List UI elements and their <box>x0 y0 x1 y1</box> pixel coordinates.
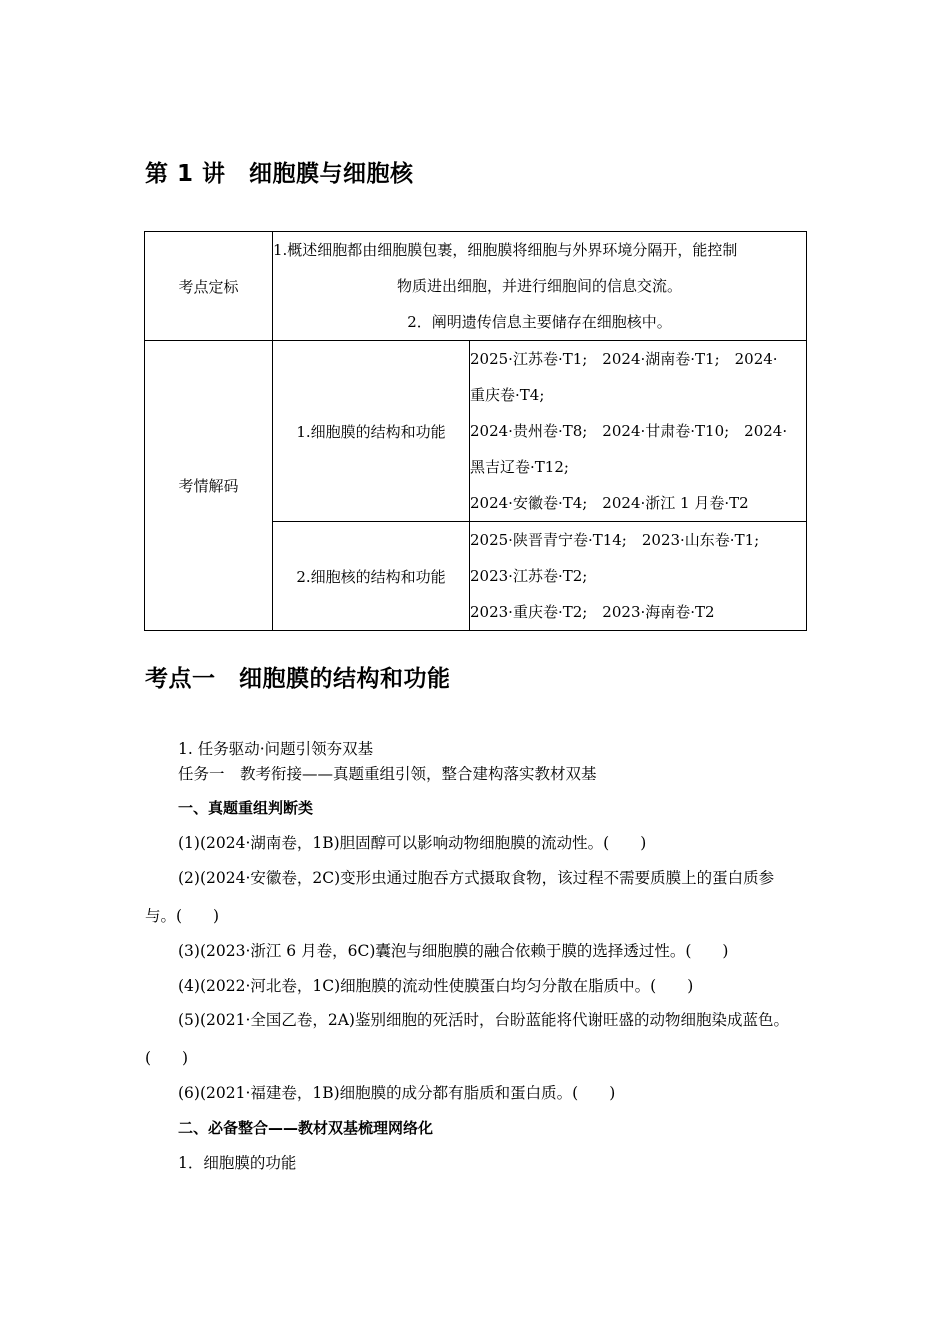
ref-line: 2024·贵州卷·T8; 2024·甘肃卷·T10; 2024· <box>470 422 788 440</box>
task-intro: 1. 任务驱动·问题引领夯双基 <box>178 740 374 758</box>
goal-label: 考点定标 <box>145 232 273 341</box>
topic-name-1: 1.细胞膜的结构和功能 <box>273 341 470 522</box>
goal-row <box>145 232 807 341</box>
lecture-title: 第 1 讲 细胞膜与细胞核 <box>145 161 414 187</box>
goal-content <box>273 232 807 341</box>
ref-line: 重庆卷·T4; <box>470 386 545 404</box>
exam-info-table <box>144 231 807 631</box>
question-5: (5)(2021·全国乙卷，2A)鉴别细胞的死活时，台盼蓝能将代谢旺盛的动物细胞染成蓝色。 <box>178 1011 789 1029</box>
topic-refs-2 <box>470 522 807 631</box>
goal-line-2: 物质进出细胞，并进行细胞间的信息交流。 <box>396 277 682 295</box>
ref-line: 2025·江苏卷·T1; 2024·湖南卷·T1; 2024· <box>470 350 778 368</box>
question-2-cont: 与。( ) <box>145 907 220 925</box>
topic-row-1 <box>145 341 807 522</box>
analysis-label: 考情解码 <box>145 341 273 631</box>
topic-refs-1 <box>470 341 807 522</box>
part-two-heading: 二、必备整合——教材双基梳理网络化 <box>178 1119 434 1137</box>
question-6: (6)(2021·福建卷，1B)细胞膜的成分都有脂质和蛋白质。( ) <box>178 1084 616 1102</box>
question-4: (4)(2022·河北卷，1C)细胞膜的流动性使膜蛋白均匀分散在脂质中。( ) <box>178 977 694 995</box>
ref-line: 黑吉辽卷·T12; <box>470 458 569 476</box>
item-one: 1．细胞膜的功能 <box>178 1154 297 1172</box>
goal-line-3: 2．阐明遗传信息主要储存在细胞核中。 <box>407 313 672 331</box>
goal-line-1: 1.概述细胞都由细胞膜包裹，细胞膜将细胞与外界环境分隔开，能控制 <box>273 241 738 259</box>
part-one-heading: 一、真题重组判断类 <box>178 799 314 817</box>
topic-name-2: 2.细胞核的结构和功能 <box>273 522 470 631</box>
question-2: (2)(2024·安徽卷，2C)变形虫通过胞吞方式摄取食物，该过程不需要质膜上的蛋白质参 <box>178 869 775 887</box>
question-1: (1)(2024·湖南卷，1B)胆固醇可以影响动物细胞膜的流动性。( ) <box>178 834 647 852</box>
ref-line: 2025·陕晋青宁卷·T14; 2023·山东卷·T1; <box>470 531 760 549</box>
task-one: 任务一 教考衔接——真题重组引领，整合建构落实教材双基 <box>178 765 597 783</box>
question-3: (3)(2023·浙江 6 月卷，6C)囊泡与细胞膜的融合依赖于膜的选择透过性。( ) <box>178 942 729 960</box>
section-title: 考点一 细胞膜的结构和功能 <box>145 666 451 692</box>
ref-line: 2024·安徽卷·T4; 2024·浙江 1 月卷·T2 <box>470 494 749 512</box>
question-5-cont: ( ) <box>145 1049 189 1067</box>
ref-line: 2023·江苏卷·T2; <box>470 567 588 585</box>
ref-line: 2023·重庆卷·T2; 2023·海南卷·T2 <box>470 603 715 621</box>
